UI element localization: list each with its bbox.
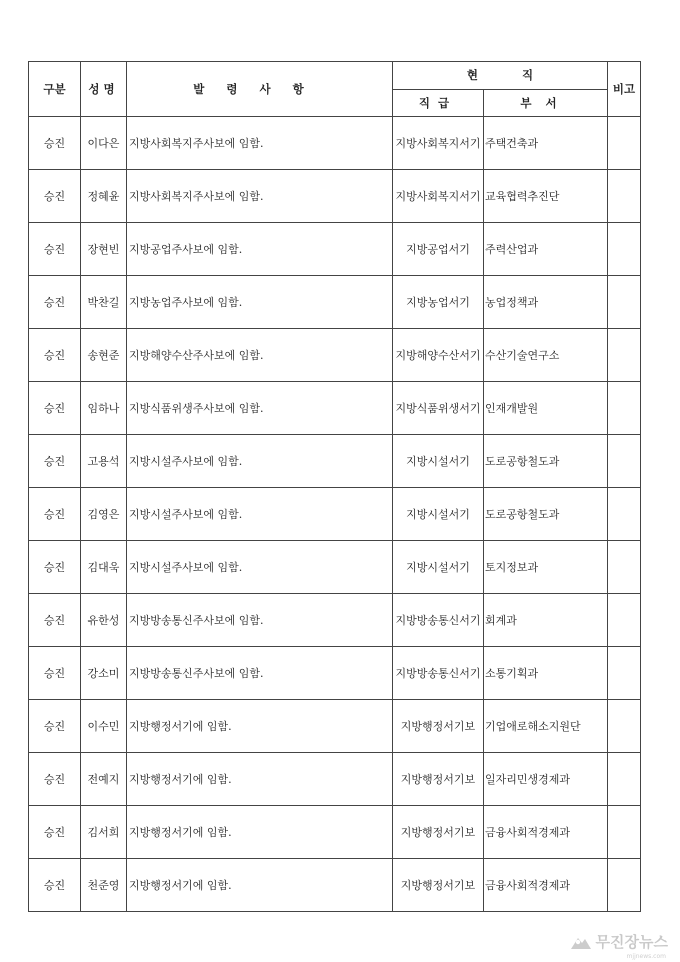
row-department: 수산기술연구소: [484, 329, 608, 382]
row-order: 지방방송통신주사보에 임함.: [127, 594, 393, 647]
row-order: 지방공업주사보에 임함.: [127, 223, 393, 276]
table-header: [29, 62, 641, 117]
row-department: 소통기획과: [484, 647, 608, 700]
header-grade: 직급: [393, 89, 484, 117]
row-grade: 지방시설서기: [393, 435, 484, 488]
row-department: 농업정책과: [484, 276, 608, 329]
row-grade: 지방행정서기보: [393, 806, 484, 859]
row-department: 기업애로해소지원단: [484, 700, 608, 753]
table-row: [29, 753, 641, 806]
mountain-logo-icon: [570, 933, 592, 951]
row-name: 박찬길: [81, 276, 127, 329]
table-row: [29, 223, 641, 276]
row-order: 지방행정서기에 임함.: [127, 700, 393, 753]
row-grade: 지방농업서기: [393, 276, 484, 329]
table-row: [29, 647, 641, 700]
row-department: 금융사회적경제과: [484, 806, 608, 859]
row-name: 강소미: [81, 647, 127, 700]
header-name: 성명: [81, 62, 127, 117]
table-row: [29, 700, 641, 753]
row-grade: 지방방송통신서기: [393, 594, 484, 647]
row-remarks: [608, 647, 641, 700]
table-row: [29, 541, 641, 594]
row-remarks: [608, 435, 641, 488]
row-name: 이수민: [81, 700, 127, 753]
row-name: 장현빈: [81, 223, 127, 276]
row-department: 회계과: [484, 594, 608, 647]
row-department: 일자리민생경제과: [484, 753, 608, 806]
table-row: [29, 594, 641, 647]
row-department: 도로공항철도과: [484, 435, 608, 488]
row-category: 승진: [29, 382, 81, 435]
row-name: 김서희: [81, 806, 127, 859]
row-remarks: [608, 753, 641, 806]
row-grade: 지방행정서기보: [393, 753, 484, 806]
row-order: 지방행정서기에 임함.: [127, 859, 393, 912]
row-department: 도로공항철도과: [484, 488, 608, 541]
row-department: 금융사회적경제과: [484, 859, 608, 912]
row-grade: 지방식품위생서기: [393, 382, 484, 435]
row-category: 승진: [29, 170, 81, 223]
header-department: 부서: [484, 89, 608, 117]
row-remarks: [608, 170, 641, 223]
row-category: 승진: [29, 117, 81, 170]
row-grade: 지방행정서기보: [393, 700, 484, 753]
row-remarks: [608, 117, 641, 170]
row-grade: 지방시설서기: [393, 488, 484, 541]
row-remarks: [608, 859, 641, 912]
table-row: [29, 435, 641, 488]
row-name: 유한성: [81, 594, 127, 647]
header-remarks: 비고: [608, 62, 641, 117]
table-row: [29, 806, 641, 859]
row-remarks: [608, 382, 641, 435]
table-row: [29, 276, 641, 329]
row-order: 지방시설주사보에 임함.: [127, 541, 393, 594]
row-department: 토지정보과: [484, 541, 608, 594]
table-row: [29, 859, 641, 912]
row-remarks: [608, 806, 641, 859]
table-body: [29, 117, 641, 912]
row-name: 김대욱: [81, 541, 127, 594]
table-row: [29, 329, 641, 382]
row-category: 승진: [29, 541, 81, 594]
row-order: 지방해양수산주사보에 임함.: [127, 329, 393, 382]
row-order: 지방방송통신주사보에 임함.: [127, 647, 393, 700]
row-name: 고용석: [81, 435, 127, 488]
row-category: 승진: [29, 276, 81, 329]
row-name: 이다은: [81, 117, 127, 170]
row-name: 송현준: [81, 329, 127, 382]
row-category: 승진: [29, 700, 81, 753]
header-current: 현직: [393, 62, 608, 90]
header-order: 발령사항: [127, 62, 393, 117]
personnel-order-table: [28, 61, 641, 912]
row-grade: 지방해양수산서기: [393, 329, 484, 382]
row-category: 승진: [29, 488, 81, 541]
row-name: 임하나: [81, 382, 127, 435]
row-order: 지방사회복지주사보에 임함.: [127, 170, 393, 223]
row-order: 지방행정서기에 임함.: [127, 806, 393, 859]
watermark-url: mjjnews.com: [626, 953, 666, 960]
table-row: [29, 382, 641, 435]
watermark: [570, 931, 668, 952]
row-category: 승진: [29, 753, 81, 806]
row-grade: 지방시설서기: [393, 541, 484, 594]
row-category: 승진: [29, 647, 81, 700]
row-department: 인재개발원: [484, 382, 608, 435]
row-grade: 지방사회복지서기: [393, 117, 484, 170]
row-remarks: [608, 276, 641, 329]
row-order: 지방시설주사보에 임함.: [127, 488, 393, 541]
row-remarks: [608, 594, 641, 647]
row-order: 지방농업주사보에 임함.: [127, 276, 393, 329]
row-order: 지방행정서기에 임함.: [127, 753, 393, 806]
row-category: 승진: [29, 329, 81, 382]
table-row: [29, 170, 641, 223]
row-remarks: [608, 329, 641, 382]
row-category: 승진: [29, 594, 81, 647]
watermark-brand: 무진장뉴스: [595, 933, 668, 951]
row-category: 승진: [29, 806, 81, 859]
header-category: 구분: [29, 62, 81, 117]
row-name: 정혜윤: [81, 170, 127, 223]
table-row: [29, 117, 641, 170]
row-name: 김영은: [81, 488, 127, 541]
row-grade: 지방방송통신서기: [393, 647, 484, 700]
row-order: 지방식품위생주사보에 임함.: [127, 382, 393, 435]
row-remarks: [608, 223, 641, 276]
row-grade: 지방공업서기: [393, 223, 484, 276]
row-department: 주택건축과: [484, 117, 608, 170]
row-order: 지방사회복지주사보에 임함.: [127, 117, 393, 170]
row-name: 천준영: [81, 859, 127, 912]
row-remarks: [608, 700, 641, 753]
row-remarks: [608, 488, 641, 541]
row-name: 전예지: [81, 753, 127, 806]
row-category: 승진: [29, 859, 81, 912]
table-row: [29, 488, 641, 541]
row-grade: 지방사회복지서기: [393, 170, 484, 223]
row-order: 지방시설주사보에 임함.: [127, 435, 393, 488]
row-department: 주력산업과: [484, 223, 608, 276]
row-category: 승진: [29, 223, 81, 276]
row-grade: 지방행정서기보: [393, 859, 484, 912]
row-remarks: [608, 541, 641, 594]
row-department: 교육협력추진단: [484, 170, 608, 223]
row-category: 승진: [29, 435, 81, 488]
